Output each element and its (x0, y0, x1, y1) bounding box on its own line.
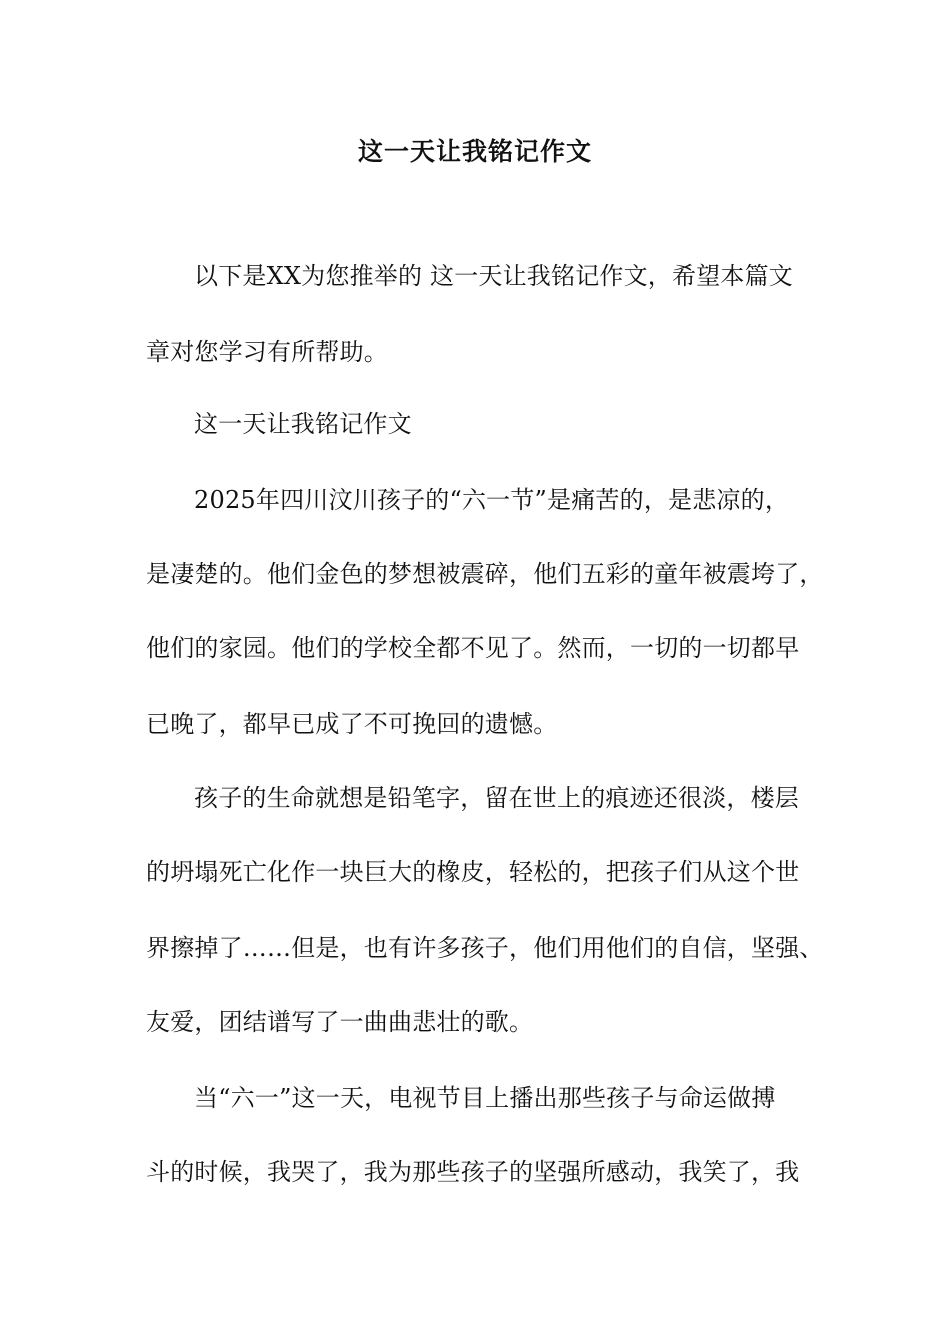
text-line: 友爱，团结谱写了一曲曲悲壮的歌。 (146, 1008, 534, 1036)
document-title: 这一天让我铭记作文 (357, 137, 592, 166)
text-line: 2025年四川汶川孩子的“六一节”是痛苦的，是悲凉的， (194, 486, 790, 514)
text-line: 以下是XX为您推举的 这一天让我铭记作文，希望本篇文 (194, 262, 793, 290)
text-line: 孩子的生命就想是铅笔字，留在世上的痕迹还很淡，楼层 (194, 784, 799, 812)
text-line: 斗的时候，我哭了，我为那些孩子的坚强所感动，我笑了，我 (146, 1158, 800, 1186)
text-line: 已晚了，都早已成了不可挽回的遗憾。 (146, 710, 558, 738)
text-line: 当“六一”这一天，电视节目上播出那些孩子与命运做搏 (194, 1084, 776, 1112)
text-line: 的坍塌死亡化作一块巨大的橡皮，轻松的，把孩子们从这个世 (146, 858, 800, 886)
text-line: 他们的家园。他们的学校全都不见了。然而，一切的一切都早 (146, 634, 800, 662)
text-line: 是凄楚的。他们金色的梦想被震碎，他们五彩的童年被震垮了， (146, 560, 824, 588)
text-line: 界擦掉了……但是，也有许多孩子，他们用他们的自信，坚强、 (146, 934, 824, 962)
section-heading: 这一天让我铭记作文 (194, 410, 412, 438)
text-line: 章对您学习有所帮助。 (146, 338, 388, 366)
